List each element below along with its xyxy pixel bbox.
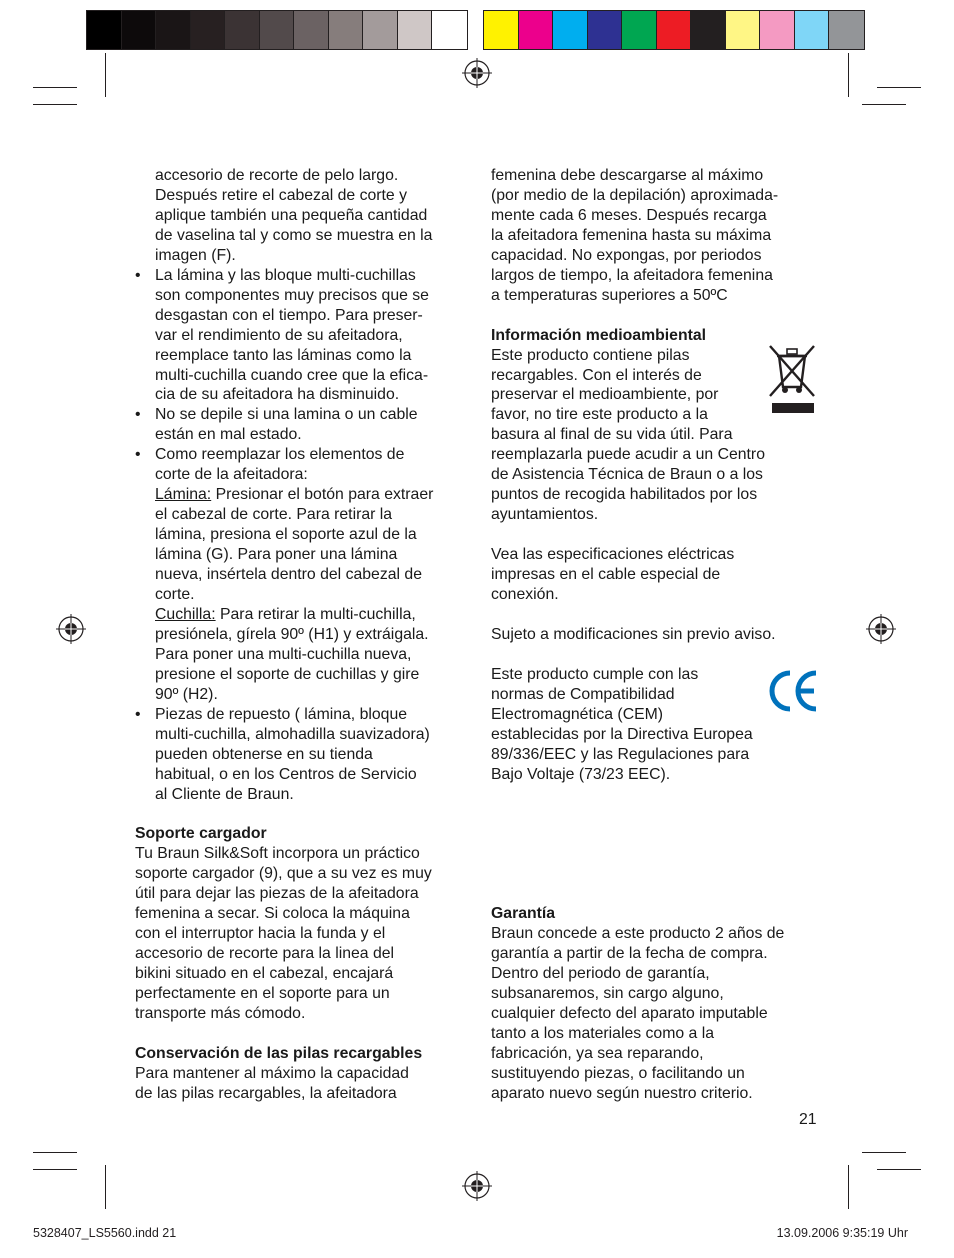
- text-line: sustituyendo piezas, o facilitando un: [491, 1064, 745, 1082]
- crossed-out-wheelie-bin-icon: [766, 343, 818, 417]
- section-title-soporte: Soporte cargador: [135, 825, 267, 843]
- crop-mark: [877, 87, 921, 88]
- page-number: 21: [799, 1111, 817, 1128]
- text-line: soporte cargador (9), que a su vez es muy: [135, 865, 432, 883]
- footer-timestamp: 13.09.2006 9:35:19 Uhr: [776, 1226, 908, 1240]
- lamina-label: Lámina:: [155, 486, 212, 504]
- ce-mark-icon: [766, 668, 820, 714]
- registration-mark-icon: [462, 58, 492, 88]
- text-line: ayuntamientos.: [491, 506, 599, 524]
- color-swatch: [122, 11, 157, 49]
- text-line: favor, no tire este producto a la: [491, 406, 708, 424]
- crop-mark: [33, 1152, 77, 1153]
- text-line: capacidad. No expongas, por periodos: [491, 246, 762, 264]
- text-line: normas de Compatibilidad: [491, 685, 675, 703]
- color-swatch: [657, 11, 692, 49]
- bullet-marker: •: [135, 705, 141, 723]
- text-line: La lámina y las bloque multi-cuchillas: [155, 266, 416, 284]
- color-swatch: [87, 11, 122, 49]
- text-line: multi-cuchilla cuando cree que la efica-: [155, 366, 429, 384]
- crop-mark: [848, 1165, 849, 1209]
- text-line: impresas en el cable especial de: [491, 566, 721, 584]
- color-swatch: [519, 11, 554, 49]
- text-line: perfectamente en el soporte para un: [135, 985, 390, 1003]
- text-line: están en mal estado.: [155, 426, 302, 444]
- garantia-paragraph: [491, 924, 831, 1104]
- text-line: nueva, insértela dentro del cabezal de: [155, 566, 422, 584]
- text-line: lámina, presiona el soporte azul de la: [155, 526, 417, 544]
- process-color-bar: [483, 10, 865, 50]
- text-line: recargables. Con el interés de: [491, 366, 702, 384]
- color-swatch: [432, 11, 467, 49]
- bullet-marker: •: [135, 266, 141, 284]
- color-swatch: [760, 11, 795, 49]
- color-swatch: [726, 11, 761, 49]
- text-line: transporte más cómodo.: [135, 1005, 306, 1023]
- text-line: corte.: [155, 586, 195, 604]
- text-line: largos de tiempo, la afeitadora femenina: [491, 266, 773, 284]
- right-column: [491, 166, 831, 1104]
- color-swatch: [363, 11, 398, 49]
- text-line: garantía a partir de la fecha de compra.: [491, 945, 768, 963]
- text-line: a temperaturas superiores a 50ºC: [491, 286, 728, 304]
- crop-mark: [105, 1165, 106, 1209]
- text-line: preservar el medioambiente, por: [491, 386, 719, 404]
- color-swatch: [260, 11, 295, 49]
- cuchilla-instruction: Cuchilla: Para retirar la multi-cuchilla,: [155, 605, 416, 623]
- grayscale-color-bar: [86, 10, 468, 50]
- bullet-item-blade-wear: [135, 266, 470, 406]
- text-line: puntos de recogida habilitados por los: [491, 486, 758, 504]
- text-line: reemplace tanto las láminas como la: [155, 346, 412, 364]
- text-line: bikini situado en el cabezal, encajará: [135, 965, 394, 983]
- crop-mark: [33, 104, 77, 105]
- text-line: corte de la afeitadora:: [155, 466, 308, 484]
- text-line: conexión.: [491, 585, 559, 603]
- text-line: Bajo Voltaje (73/23 EEC).: [491, 765, 671, 783]
- text-line: var el rendimiento de su afeitadora,: [155, 326, 403, 344]
- text-line: accesorio de recorte para la linea del: [135, 945, 395, 963]
- bullet-marker: •: [135, 446, 141, 464]
- text-line: mente cada 6 meses. Después recarga: [491, 206, 767, 224]
- footer-file-info: 5328407_LS5560.indd 21: [33, 1226, 177, 1240]
- battery-paragraph: [491, 166, 831, 306]
- text-line: Después retire el cabezal de corte y: [155, 186, 408, 204]
- text-line: Electromagnética (CEM): [491, 705, 664, 723]
- section-title-environment: Información medioambiental: [491, 326, 707, 344]
- text-line: Para poner una multi-cuchilla nueva,: [155, 645, 412, 663]
- crop-mark: [848, 53, 849, 97]
- text-line: cia de su afeitadora ha disminuido.: [155, 386, 400, 404]
- registration-mark-icon: [462, 1171, 492, 1201]
- registration-mark-icon: [56, 614, 86, 644]
- text-line: 90º (H2).: [155, 685, 218, 703]
- text-line: imagen (F).: [155, 246, 236, 264]
- text-line: habitual, o en los Centros de Servicio: [155, 765, 417, 783]
- crop-mark: [862, 104, 906, 105]
- text-line: Braun concede a este producto 2 años de: [491, 925, 785, 943]
- text-line: accesorio de recorte de pelo largo.: [155, 167, 399, 184]
- registration-mark-icon: [866, 614, 896, 644]
- text-line: basura al final de su vida útil. Para: [491, 426, 733, 444]
- section-title-garantia: Garantía: [491, 905, 556, 923]
- text-line: el cabezal de corte. Para retirar la: [155, 506, 393, 524]
- section-title-conservacion: Conservación de las pilas recargables: [135, 1044, 423, 1062]
- bullet-item-replace-cutting-elements: [135, 445, 470, 704]
- text-line: fabricación, ya sea reparando,: [491, 1044, 704, 1062]
- text-line: Tu Braun Silk&Soft incorpora un práctico: [135, 845, 420, 863]
- color-swatch: [588, 11, 623, 49]
- color-swatch: [398, 11, 433, 49]
- color-swatch: [795, 11, 830, 49]
- color-swatch: [484, 11, 519, 49]
- text-line: subsanaremos, sin cargo alguno,: [491, 984, 724, 1002]
- text-line: tanto a los materiales como a la: [491, 1024, 715, 1042]
- text-line: No se depile si una lamina o un cable: [155, 406, 418, 424]
- electrical-spec-paragraph: [491, 545, 831, 605]
- color-swatch: [225, 11, 260, 49]
- text-line: 89/336/EEC y las Regulaciones para: [491, 745, 750, 763]
- text-line: aparato nuevo según nuestro criterio.: [491, 1084, 753, 1102]
- text-line: femenina a secar. Si coloca la máquina: [135, 905, 410, 923]
- conservacion-paragraph: [135, 1064, 470, 1104]
- text-line: son componentes muy precisos que se: [155, 286, 429, 304]
- text-line: reemplazarla puede acudir a un Centro: [491, 446, 765, 464]
- color-swatch: [691, 11, 726, 49]
- text-line: útil para dejar las piezas de la afeitadora: [135, 885, 419, 903]
- intro-paragraph: [135, 166, 470, 266]
- text-line: multi-cuchilla, almohadilla suavizadora): [155, 725, 430, 743]
- bullet-item-damaged-warning: [135, 405, 470, 445]
- text-line: Como reemplazar los elementos de: [155, 446, 405, 464]
- crop-mark: [862, 1152, 906, 1153]
- color-swatch: [191, 11, 226, 49]
- color-swatch: [329, 11, 364, 49]
- text-line: Este producto contiene pilas: [491, 346, 690, 364]
- text-line: presione el soporte de cuchillas y gire: [155, 665, 420, 683]
- text-line: establecidas por la Directiva Europea: [491, 725, 753, 743]
- text-line: (por medio de la depilación) aproximada-: [491, 186, 779, 204]
- left-column: [135, 166, 470, 1104]
- color-swatch: [829, 11, 864, 49]
- crop-mark: [33, 1169, 77, 1170]
- soporte-paragraph: [135, 844, 470, 1024]
- text-line: la afeitadora femenina hasta su máxima: [491, 226, 772, 244]
- text-line: pueden obtenerse en su tienda: [155, 745, 373, 763]
- text-line: al Cliente de Braun.: [155, 785, 294, 803]
- crop-mark: [33, 87, 77, 88]
- text-line: femenina debe descargarse al máximo: [491, 167, 764, 184]
- text-line: Piezas de repuesto ( lámina, bloque: [155, 705, 408, 723]
- modification-notice: Sujeto a modificaciones sin previo aviso.: [491, 625, 776, 643]
- cuchilla-label: Cuchilla:: [155, 605, 216, 623]
- text-line: presiónela, gírela 90º (H1) y extráigala.: [155, 625, 429, 643]
- text-line: Este producto cumple con las: [491, 665, 699, 683]
- crop-mark: [105, 53, 106, 97]
- text-line: Para mantener al máximo la capacidad: [135, 1064, 409, 1082]
- text-line: de las pilas recargables, la afeitadora: [135, 1084, 397, 1102]
- text-line: desgastan con el tiempo. Para preser-: [155, 306, 423, 324]
- lamina-instruction: Lámina: Presionar el botón para extraer: [155, 486, 434, 504]
- bullet-marker: •: [135, 406, 141, 424]
- color-swatch: [553, 11, 588, 49]
- crop-mark: [877, 1169, 921, 1170]
- text-line: con el interruptor hacia la funda y el: [135, 925, 386, 943]
- text-line: de vaselina tal y como se muestra en la: [155, 226, 433, 244]
- text-line: Vea las especificaciones eléctricas: [491, 546, 735, 564]
- text-line: lámina (G). Para poner una lámina: [155, 546, 398, 564]
- color-swatch: [294, 11, 329, 49]
- text-line: cualquier defecto del aparato imputable: [491, 1004, 768, 1022]
- text-line: Dentro del periodo de garantía,: [491, 964, 710, 982]
- color-swatch: [156, 11, 191, 49]
- bullet-item-spare-parts: [135, 705, 470, 805]
- color-swatch: [622, 11, 657, 49]
- text-line: de Asistencia Técnica de Braun o a los: [491, 466, 763, 484]
- text-line: aplique también una pequeña cantidad: [155, 206, 428, 224]
